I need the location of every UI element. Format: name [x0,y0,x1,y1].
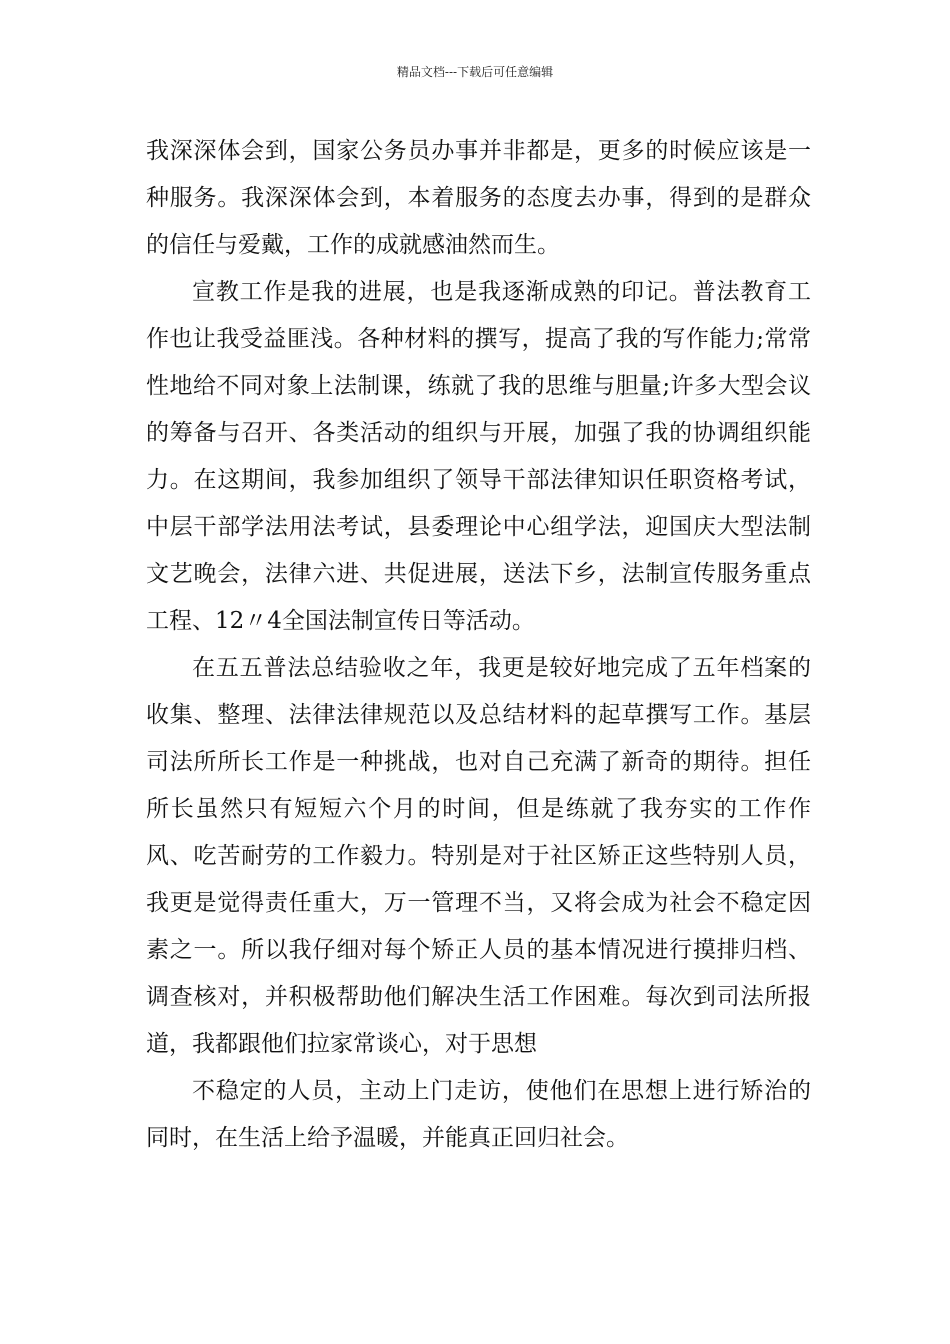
page-header: 精品文档---下载后可任意编辑 [396,65,554,79]
paragraph-3: 在五五普法总结验收之年，我更是较好地完成了五年档案的收集、整理、法律法律规范以及总结材料的起草撰写工作。基层司法所所长工作是一种挑战，也对自己充满了新奇的期待。担任所长虽然只有短短六个月的时间，但是练就了我夯实的工作作风、吃苦耐劳的工作毅力。特别是对于社区矫正这些特别人员，我更是觉得责任重大，万一管理不当，又将会成为社会不稳定因素之一。所以我仔细对每个矫正人员的基本情况进行摸排归档、调查核对，并积极帮助他们解决生活工作困难。每次到司法所报道，我都跟他们拉家常谈心，对于思想 [146,655,811,1057]
paragraph-1: 我深深体会到，国家公务员办事并非都是，更多的时候应该是一种服务。我深深体会到，本着服务的态度去办事，得到的是群众的信任与爱戴，工作的成就感油然而生。 [146,138,811,258]
paragraph-2: 宣教工作是我的进展，也是我逐渐成熟的印记。普法教育工作也让我受益匪浅。各种材料的撰写，提高了我的写作能力;常常性地给不同对象上法制课，练就了我的思维与胆量;许多大型会议的筹备与召开、各类活动的组织与开展，加强了我的协调组织能力。在这期间，我参加组织了领导干部法律知识任职资格考试，中层干部学法用法考试，县委理论中心组学法，迎国庆大型法制文艺晚会，法律六进、共促进展，送法下乡，法制宣传服务重点工程、12〃4全国法制宣传日等活动。 [146,279,811,634]
paragraph-4: 不稳定的人员，主动上门走访，使他们在思想上进行矫治的同时，在生活上给予温暖，并能真正回归社会。 [146,1078,811,1151]
document-body [146,128,811,1162]
